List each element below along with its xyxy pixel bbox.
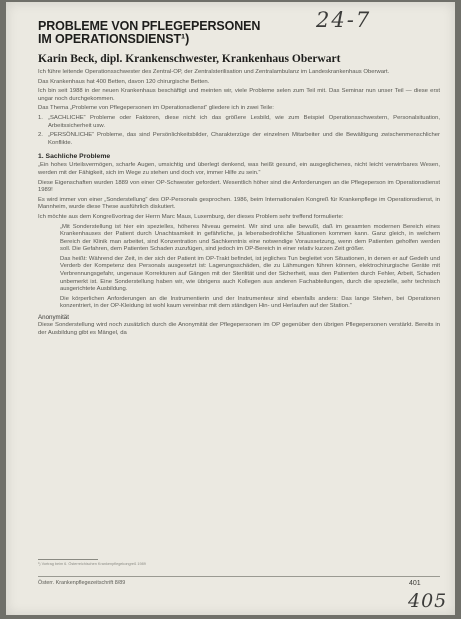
list-item	[38, 115, 440, 130]
block-quote	[60, 224, 440, 312]
quote-paragraph: Das heißt: Während der Zeit, in der sich der Patient im OP-Trakt befindet, ist jegliches Tun begleitet von Situationen, in denen er auf Gedeih und Verderb der Kompetenz des Personals ausgesetzt ist: Lagerungsschäden, die zu Lähmungen führen können, elektrochirurgische Geräte mit Verbrennungsgefahr, ungenaue Korrekturen auf Gängen mit der Sterilität und der Sicherheit, was den Patienten durch Fehler, Arbeit, Schaden unbemerkt ist. Eine Sonderstellung haben wir, wie übrigens auch Kollegen aus anderen Fachabteilungen, durch die spezielle, sehr technisch ausgerichtete Ausbildung.	[60, 255, 440, 293]
footnote: ¹) Vortrag beim 6. Österreichischen Krankenpflegekongreß 1989	[38, 562, 146, 566]
journal-citation: Österr. Krankenpflegezeitschrift 8/89	[38, 580, 126, 586]
footer-divider	[38, 576, 440, 577]
section-paragraph: „Ein hohes Urteilsvermögen, scharfe Augen, umsichtig und überlegt denkend, was heißt gesund, ein ausgeglichenes, nicht leicht verwirrbares Wesen, werden mit der Fähigkeit, sich im Wege zu stehen und doch vor, immer Hilfe zu sein.“	[38, 162, 440, 176]
title-line-2: IM OPERATIONSDIENST¹)	[38, 32, 190, 46]
quote-paragraph: „Mit Sonderstellung ist hier ein spezielles, höheres Niveau gemeint. Wir sind uns alle bewußt, daß im gesamten modernen Bereich eines Krankenhauses der Patient durch Unachtsamkeit in gefährliche, ja lebensbedrohliche Situationen kommen kann. Ganz gleich, in welchem Bereich der Klinik man arbeitet, sind Konzentration und Sachkenntnis eine notwendige Voraussetzung, wenn dem Patienten geholfen werden soll. Die Gefahren, dem Patienten Schaden zuzufügen, sind jedoch im OP-Bereich in einer relativ kurzen Zeit größer.	[60, 223, 440, 253]
section-paragraph: Ich möchte aus dem Kongreßvortrag der Herrn Marc Maus, Luxemburg, der dieses Problem sehr treffend formulierte:	[38, 213, 344, 220]
subheading: Anonymität	[38, 314, 69, 322]
list-item-number: 2.	[38, 132, 43, 139]
list-item-text: „PERSÖNLICHE“ Probleme, das sind Persönlichkeitsbilder, Charakterzüge der einzelnen Mitarbeiter und die Bewältigung zwischenmenschlicher Konflikte.	[48, 132, 440, 146]
list-item-number: 1.	[38, 114, 43, 121]
footnote-divider	[38, 559, 98, 560]
handwritten-annotation-top: 24-7	[316, 8, 372, 32]
intro-paragraph: Ich führe leitende Operationsschwester des Zentral-OP, der Zentralsterilisation und Zentralambulanz im Landeskrankenhaus Oberwart.	[38, 69, 390, 75]
handwritten-annotation-bottom: 405	[408, 590, 448, 612]
article-title	[38, 20, 440, 46]
quote-paragraph: Die körperlichen Anforderungen an die Instrumentierin und der Instrumenteur sind ebenfalls anders: Das lange Stehen, bei Operationen konzentriert, in der OP-Kleidung ist wohl kaum vereinbar mit dem ständigen Hin- und Herlaufen auf der Station.“	[60, 295, 440, 310]
document-page	[6, 2, 455, 615]
intro-paragraph: Ich bin seit 1988 in der neuen Krankenhaus beschäftigt und meinten wir, viele Probleme selen zum Teil mit. Das Seminar nun unser Teil — diese erst ungar noch durchgekommen.	[38, 88, 440, 102]
title-line-1: PROBLEME VON PFLEGEPERSONEN	[38, 19, 261, 33]
article-body	[38, 20, 440, 339]
page-number: 401	[409, 580, 421, 587]
section-paragraph: Diese Eigenschaften wurden 1889 von einer OP-Schwester gefordert. Wesentlich höher sind die Anforderungen an die Pflegeperson im Operationsdienst 1989!	[38, 179, 440, 194]
closing-paragraph: Diese Sonderstellung wird noch zusätzlich durch die Anonymität der Pflegepersonen im OP gegenüber den übrigen Pflegepersonen verstärkt. Bereits in der Ausbildung gibt es Mängel, da	[38, 322, 440, 336]
section-paragraph: Es wird immer von einer „Sonderstellung“ des OP-Personals gesprochen. 1986, beim Internationalen Kongreß für Krankenpflege im Operationsdienst, in Mannheim, wurde diese These ausführlich diskutiert.	[38, 196, 440, 211]
list-item-text: „SACHLICHE“ Probleme oder Faktoren, diese nicht ich das größere Lesbild, wie zum Beispiel Operationsschwestern, Personalsituation, Arbeitssicherheit usw.	[48, 114, 440, 129]
intro-paragraph: Das Thema „Probleme von Pflegepersonen im Operationsdienst“ gliedere ich in zwei Teile:	[38, 105, 274, 112]
intro-paragraph: Das Krankenhaus hat 400 Betten, davon 120 chirurgische Betten.	[38, 78, 210, 85]
section-heading: 1. Sachliche Probleme	[38, 153, 111, 161]
article-author: Karin Beck, dipl. Krankenschwester, Krankenhaus Oberwart	[38, 53, 341, 65]
list-item	[38, 132, 440, 147]
